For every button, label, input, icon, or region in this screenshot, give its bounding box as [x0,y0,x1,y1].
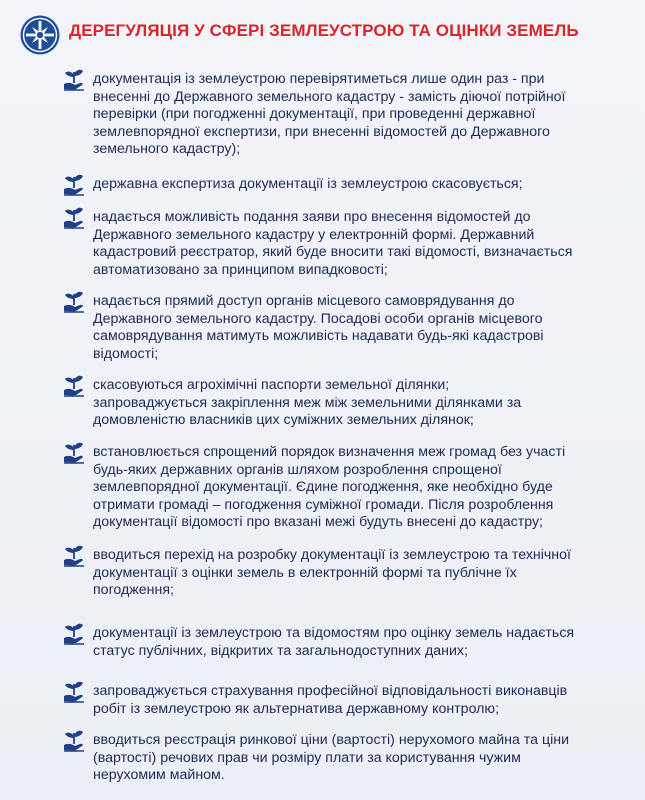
list-item-text [93,444,613,532]
page-title: ДЕРЕГУЛЯЦІЯ У СФЕРІ ЗЕМЛЕУСТРОЮ ТА ОЦІНКИ ЗЕМЕЛЬ [69,21,579,40]
text-line: землевпорядної експертизи, при внесенні відомостей до Державного [93,123,550,140]
text-line: кадастровий реєстратор, який буде вносити такі відомості, визначається [93,244,573,261]
text-line: Державного земельного кадастру. Посадові особи органів місцевого [93,310,543,327]
text-line: скасовуються агрохімічні паспорти земельної ділянки; [93,377,450,393]
text-line: перевірки (при погодженні документації, при проведенні державної [93,106,536,123]
header [0,13,645,59]
text-line: державна експертиза документації із землеустрою скасовується; [93,176,523,192]
text-line: статус публічних, відкритих та загальнодоступних даних; [93,642,468,659]
list-item-text [93,209,613,279]
seedling-in-hand-icon [63,441,85,465]
text-line: домовленістю власників цих суміжних земельних ділянок; [93,412,474,429]
seedling-in-hand-icon [63,68,85,92]
text-line: встановлюється спрощений порядок визначення меж громад без участі [93,444,566,460]
text-line: документація із землеустрою перевірятиметься лише один раз - при [93,71,545,87]
text-line: Державного земельного кадастру у електронній формі. Державний [93,226,535,243]
text-line: автоматизовано за принципом випадковості; [93,261,388,278]
text-line: документації із землеустрою та відомостям про оцінку земель надається [93,625,575,641]
text-line: будь-яких державних органів шляхом розроблення спрощеної [93,461,502,478]
seedling-in-hand-icon [63,680,85,704]
text-line: документації відомості про вказані межі будуть внесені до кадастру; [93,514,543,531]
text-line: запроваджується закріплення меж між земельними ділянками за [93,394,522,411]
text-line: землевпорядної документації. Єдине погодження, яке необхідно буде [93,479,553,496]
seedling-in-hand-icon [63,206,85,230]
text-line: запроваджується страхування професійної відповідальності виконавців [93,683,568,699]
text-line: (вартості) речових прав чи розміру плати за користування чужим [93,749,521,766]
text-line: вводиться перехід на розробку документації із землеустрою та технічної [93,547,571,563]
text-line: надається прямий доступ органів місцевого самоврядування до [93,293,515,309]
list-item-text [93,547,613,600]
text-line: нерухомим майном. [93,767,225,784]
list-item-text [93,732,613,785]
text-line: отримати громаді – погодження суміжної громади. Після розроблення [93,496,554,513]
seedling-in-hand-icon [63,622,85,646]
text-line: документації з оцінки земель в електронній формі та публічне їх [93,564,517,581]
list-item-text [93,683,613,718]
seedling-in-hand-icon [63,290,85,314]
text-line: відомості; [93,345,159,362]
seedling-in-hand-icon [63,544,85,568]
text-line: робіт із землеустрою як альтернатива державному контролю; [93,700,500,717]
seedling-in-hand-icon [63,173,85,197]
text-line: вводиться реєстрація ринкової ціни (вартості) нерухомого майна та ціни [93,732,570,748]
text-line: внесенні до Державного земельного кадастру - замість діючої потрійної [93,88,566,105]
text-line: погодження; [93,582,174,599]
text-line: надається можливість подання заяви про внесення відомостей до [93,209,531,225]
seedling-in-hand-icon [63,729,85,753]
list-item-text [93,625,613,660]
list-item-text [93,71,613,159]
text-line: земельного кадастру); [93,141,241,158]
emblem-icon [20,15,60,55]
text-line: самоврядування матимуть можливість надавати будь-які кадастрові [93,328,544,345]
list-item-text [93,293,613,363]
seedling-in-hand-icon [63,374,85,398]
list-item-text [93,377,613,430]
list-item-text [93,176,613,194]
